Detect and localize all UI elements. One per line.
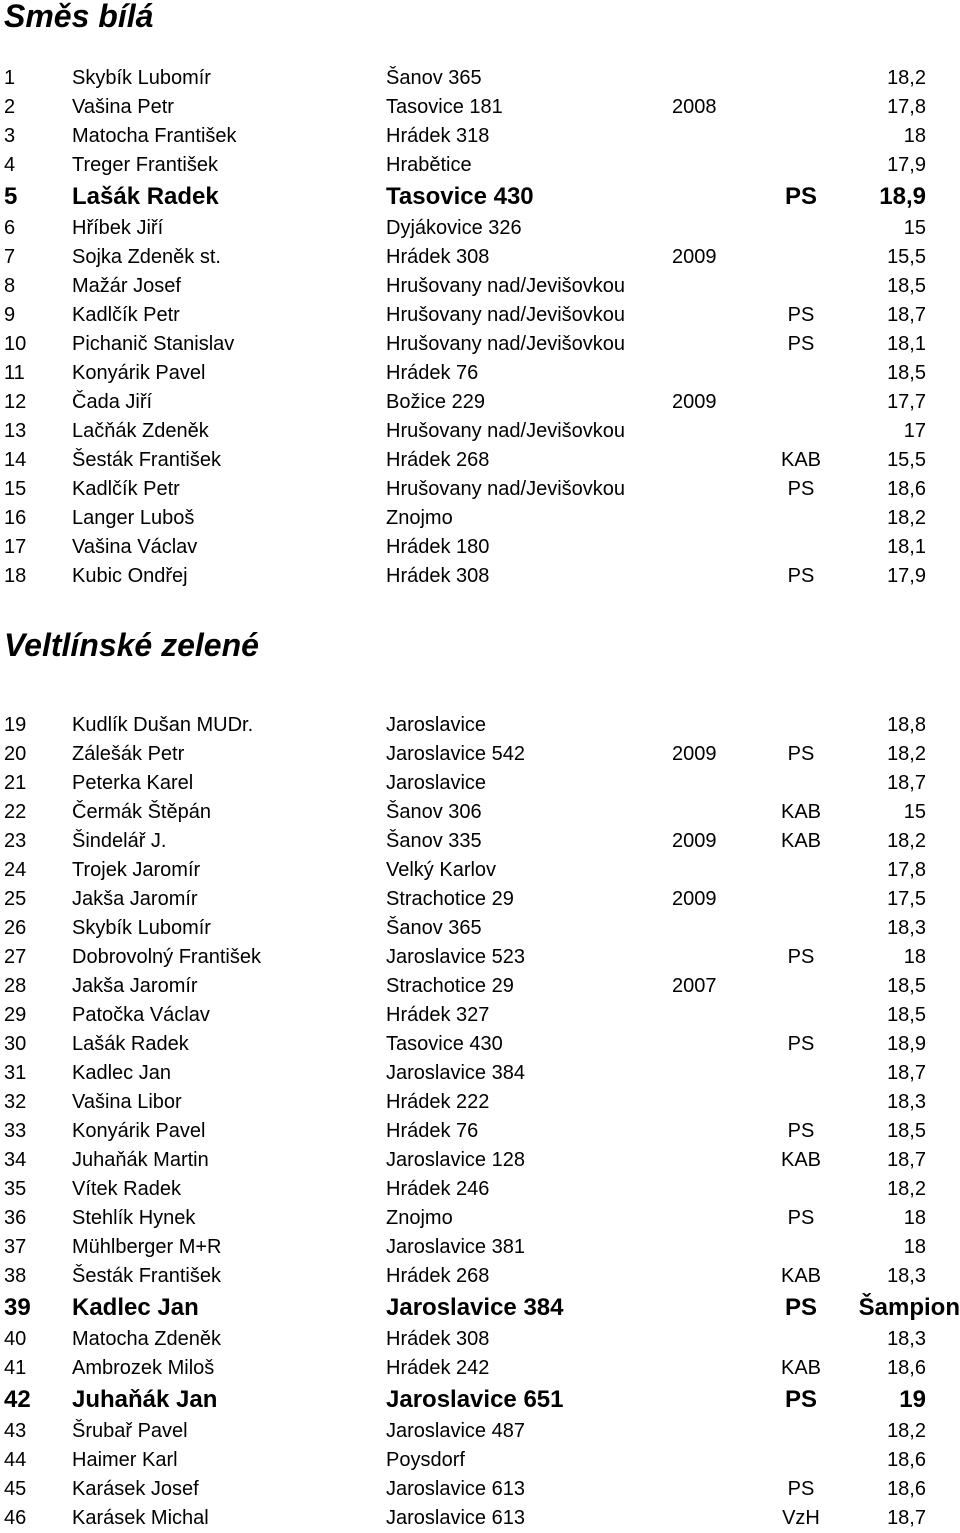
- table-row: [0, 943, 960, 972]
- entry-place: Hrádek 308: [386, 565, 490, 587]
- entry-place: Strachotice 29: [386, 888, 514, 910]
- entry-name: Matocha František: [72, 125, 237, 147]
- entry-number: 22: [4, 801, 27, 823]
- entry-score: 15: [903, 217, 926, 239]
- entry-number: 5: [4, 183, 18, 210]
- section-title-smes-bila: Směs bílá: [4, 0, 154, 34]
- entry-number: 9: [4, 304, 16, 326]
- table-row: [0, 301, 960, 330]
- entry-note: KAB: [780, 1149, 822, 1171]
- entry-number: 10: [4, 333, 27, 355]
- entry-year: 2008: [672, 96, 717, 118]
- entry-place: Hrádek 76: [386, 1120, 479, 1142]
- entry-note: PS: [787, 565, 815, 587]
- entry-note: KAB: [780, 449, 822, 471]
- entry-score: 18,2: [887, 1178, 926, 1200]
- table-row: [0, 769, 960, 798]
- entry-name: Konyárik Pavel: [72, 362, 206, 384]
- entry-number: 19: [4, 714, 27, 736]
- entry-place: Tasovice 430: [386, 183, 534, 210]
- entry-number: 17: [4, 536, 27, 558]
- table-row: [0, 359, 960, 388]
- entry-score: 18,3: [887, 1265, 926, 1287]
- entry-score: 18,5: [887, 1004, 926, 1026]
- table-row: [0, 272, 960, 301]
- entry-note: PS: [787, 333, 815, 355]
- entry-score: 18,6: [887, 1478, 926, 1500]
- entry-score: 19: [899, 1386, 926, 1413]
- table-row: [0, 388, 960, 417]
- entry-score: 18: [903, 1236, 926, 1258]
- entry-score: 18,5: [887, 975, 926, 997]
- entry-number: 3: [4, 125, 16, 147]
- entry-name: Patočka Václav: [72, 1004, 210, 1026]
- entry-number: 35: [4, 1178, 27, 1200]
- entry-number: 1: [4, 67, 16, 89]
- table-row: [0, 1001, 960, 1030]
- table-row: [0, 914, 960, 943]
- table-row: [0, 122, 960, 151]
- entry-number: 21: [4, 772, 27, 794]
- entry-place: Božice 229: [386, 391, 485, 413]
- entry-score: 18: [903, 946, 926, 968]
- entry-score: 17,9: [887, 154, 926, 176]
- entry-name: Kudlík Dušan MUDr.: [72, 714, 254, 736]
- entry-number: 26: [4, 917, 27, 939]
- entry-note: KAB: [780, 830, 822, 852]
- section-title-veltlinske-zelene: Veltlínské zelené: [4, 627, 259, 663]
- entry-place: Hrádek 242: [386, 1357, 490, 1379]
- entry-name: Vašina Libor: [72, 1091, 182, 1113]
- entry-score: 18,2: [887, 507, 926, 529]
- entry-name: Kubic Ondřej: [72, 565, 188, 587]
- table-row: [0, 504, 960, 533]
- entry-score: 18,7: [887, 1062, 926, 1084]
- table-row: [0, 64, 960, 93]
- entry-place: Hrádek 180: [386, 536, 490, 558]
- entry-number: 23: [4, 830, 27, 852]
- entry-place: Hrádek 76: [386, 362, 479, 384]
- entry-note: PS: [787, 478, 815, 500]
- entry-number: 24: [4, 859, 27, 881]
- entry-place: Šanov 335: [386, 830, 482, 852]
- entry-place: Hrušovany nad/Jevišovkou: [386, 275, 626, 297]
- table-row: [0, 1117, 960, 1146]
- entry-score: 18,7: [887, 772, 926, 794]
- entry-name: Kadlčík Petr: [72, 478, 180, 500]
- table-row: [0, 475, 960, 504]
- entry-number: 46: [4, 1507, 27, 1529]
- table-row: [0, 1175, 960, 1204]
- entry-name: Lašák Radek: [72, 183, 219, 210]
- entry-place: Hrušovany nad/Jevišovkou: [386, 333, 626, 355]
- table-row: [0, 243, 960, 272]
- entry-number: 34: [4, 1149, 27, 1171]
- entry-name: Hříbek Jiří: [72, 217, 164, 239]
- entry-name: Kadlec Jan: [72, 1062, 171, 1084]
- entry-place: Jaroslavice: [386, 714, 487, 736]
- table-row: [0, 93, 960, 122]
- entry-year: 2009: [672, 743, 717, 765]
- table-row: [0, 1325, 960, 1354]
- entry-number: 31: [4, 1062, 27, 1084]
- entry-name: Vašina Petr: [72, 96, 174, 118]
- entry-name: Jakša Jaromír: [72, 888, 198, 910]
- entry-number: 18: [4, 565, 27, 587]
- entry-score: 15: [903, 801, 926, 823]
- entry-place: Hrádek 222: [386, 1091, 490, 1113]
- entry-note: PS: [784, 183, 817, 210]
- entry-name: Konyárik Pavel: [72, 1120, 206, 1142]
- entry-place: Jaroslavice 487: [386, 1420, 525, 1442]
- entry-score: 15,5: [887, 449, 926, 471]
- entry-name: Karásek Josef: [72, 1478, 199, 1500]
- entry-number: 20: [4, 743, 27, 765]
- table-row: [0, 711, 960, 740]
- entry-place: Jaroslavice 381: [386, 1236, 525, 1258]
- entry-score: 18,5: [887, 1120, 926, 1142]
- table-row: [0, 214, 960, 243]
- entry-year: 2009: [672, 888, 717, 910]
- entry-number: 41: [4, 1357, 27, 1379]
- entry-name: Skybík Lubomír: [72, 917, 211, 939]
- entry-score: 18,6: [887, 478, 926, 500]
- entry-place: Hrušovany nad/Jevišovkou: [386, 420, 626, 442]
- entry-score: 18,7: [887, 1149, 926, 1171]
- entry-score: 17,8: [887, 859, 926, 881]
- entry-year: 2007: [672, 975, 717, 997]
- entry-number: 45: [4, 1478, 27, 1500]
- entry-score: 18: [903, 125, 926, 147]
- entry-name: Šesták František: [72, 449, 221, 471]
- entry-note: PS: [787, 1120, 815, 1142]
- table-row: [0, 885, 960, 914]
- entry-name: Kadlec Jan: [72, 1294, 199, 1321]
- table-row: [0, 1088, 960, 1117]
- entry-place: Hrádek 268: [386, 449, 490, 471]
- entry-place: Hrabětice: [386, 154, 472, 176]
- entry-number: 29: [4, 1004, 27, 1026]
- entry-score: 18: [903, 1207, 926, 1229]
- entry-place: Poysdorf: [386, 1449, 465, 1471]
- entry-number: 38: [4, 1265, 27, 1287]
- table-row: [0, 151, 960, 180]
- entry-place: Hrušovany nad/Jevišovkou: [386, 304, 626, 326]
- entry-place: Šanov 306: [386, 801, 482, 823]
- entry-place: Hrádek 246: [386, 1178, 490, 1200]
- entry-place: Jaroslavice 613: [386, 1507, 525, 1529]
- entry-place: Hrádek 318: [386, 125, 490, 147]
- entry-number: 43: [4, 1420, 27, 1442]
- table-row: [0, 1233, 960, 1262]
- entry-score: 18,5: [887, 362, 926, 384]
- table-row: [0, 1354, 960, 1383]
- entry-place: Tasovice 181: [386, 96, 503, 118]
- entry-score: 18,7: [887, 304, 926, 326]
- entry-place: Strachotice 29: [386, 975, 514, 997]
- table-row: [0, 330, 960, 359]
- entry-score: 18,6: [887, 1357, 926, 1379]
- table-row: [0, 446, 960, 475]
- entry-number: 4: [4, 154, 16, 176]
- entry-place: Hrádek 268: [386, 1265, 490, 1287]
- table-row: [0, 972, 960, 1001]
- entry-place: Jaroslavice 523: [386, 946, 525, 968]
- entry-name: Skybík Lubomír: [72, 67, 211, 89]
- entry-number: 25: [4, 888, 27, 910]
- entry-score: 17,8: [887, 96, 926, 118]
- entry-place: Znojmo: [386, 507, 453, 529]
- entry-place: Znojmo: [386, 1207, 453, 1229]
- table-row: [0, 1417, 960, 1446]
- entry-note: PS: [784, 1294, 817, 1321]
- entry-place: Dyjákovice 326: [386, 217, 522, 239]
- entry-name: Pichanič Stanislav: [72, 333, 235, 355]
- entry-number: 12: [4, 391, 27, 413]
- entry-place: Hrádek 327: [386, 1004, 490, 1026]
- entry-name: Ambrozek Miloš: [72, 1357, 215, 1379]
- entry-place: Hrádek 308: [386, 1328, 490, 1350]
- entry-score: 18,7: [887, 1507, 926, 1529]
- entry-name: Lačňák Zdeněk: [72, 420, 209, 442]
- entry-number: 16: [4, 507, 27, 529]
- entry-number: 42: [4, 1386, 31, 1413]
- entry-score: 17,7: [887, 391, 926, 413]
- entry-score: 18,6: [887, 1449, 926, 1471]
- entry-score: 17,5: [887, 888, 926, 910]
- entry-number: 32: [4, 1091, 27, 1113]
- entry-number: 27: [4, 946, 27, 968]
- table-row: [0, 1383, 960, 1417]
- entry-note: PS: [787, 1033, 815, 1055]
- entry-place: Šanov 365: [386, 67, 482, 89]
- entry-place: Jaroslavice 128: [386, 1149, 525, 1171]
- entry-score: Šampion: [858, 1294, 960, 1321]
- entry-number: 2: [4, 96, 16, 118]
- entry-number: 7: [4, 246, 16, 268]
- entry-number: 11: [4, 362, 25, 384]
- entry-note: PS: [787, 304, 815, 326]
- entry-note: KAB: [780, 1265, 822, 1287]
- table-row: [0, 1475, 960, 1504]
- entry-name: Haimer Karl: [72, 1449, 178, 1471]
- entry-score: 18,2: [887, 830, 926, 852]
- entry-name: Stehlík Hynek: [72, 1207, 196, 1229]
- entry-score: 15,5: [887, 246, 926, 268]
- entry-note: VzH: [782, 1507, 820, 1529]
- entry-name: Matocha Zdeněk: [72, 1328, 221, 1350]
- entry-name: Vašina Václav: [72, 536, 198, 558]
- entry-name: Šesták František: [72, 1265, 221, 1287]
- table-row: [0, 1059, 960, 1088]
- entry-name: Juhaňák Martin: [72, 1149, 209, 1171]
- entry-name: Kadlčík Petr: [72, 304, 180, 326]
- entry-name: Mühlberger M+R: [72, 1236, 222, 1258]
- entry-name: Karásek Michal: [72, 1507, 209, 1529]
- table-row: [0, 180, 960, 214]
- table-row: [0, 798, 960, 827]
- entry-place: Jaroslavice 651: [386, 1386, 564, 1413]
- entry-number: 36: [4, 1207, 27, 1229]
- table-row: [0, 1291, 960, 1325]
- entry-name: Jakša Jaromír: [72, 975, 198, 997]
- entry-number: 13: [4, 420, 27, 442]
- entry-score: 18,2: [887, 743, 926, 765]
- entry-name: Juhaňák Jan: [72, 1386, 218, 1413]
- entry-place: Jaroslavice: [386, 772, 487, 794]
- table-row: [0, 533, 960, 562]
- entry-place: Tasovice 430: [386, 1033, 503, 1055]
- entry-score: 17: [903, 420, 926, 442]
- entry-name: Sojka Zdeněk st.: [72, 246, 221, 268]
- entry-score: 18,2: [887, 67, 926, 89]
- entry-year: 2009: [672, 830, 717, 852]
- entry-score: 18,3: [887, 917, 926, 939]
- table-row: [0, 417, 960, 446]
- entry-name: Lašák Radek: [72, 1033, 189, 1055]
- entry-name: Čada Jiří: [72, 391, 153, 413]
- entry-name: Vítek Radek: [72, 1178, 181, 1200]
- table-row: [0, 1146, 960, 1175]
- entry-place: Jaroslavice 542: [386, 743, 525, 765]
- entry-score: 18,5: [887, 275, 926, 297]
- entry-number: 40: [4, 1328, 27, 1350]
- entry-score: 18,3: [887, 1328, 926, 1350]
- entry-place: Jaroslavice 613: [386, 1478, 525, 1500]
- entry-note: PS: [787, 743, 815, 765]
- entry-score: 18,3: [887, 1091, 926, 1113]
- entry-number: 39: [4, 1294, 31, 1321]
- entry-note: KAB: [780, 801, 822, 823]
- entry-name: Dobrovolný František: [72, 946, 261, 968]
- entry-number: 33: [4, 1120, 27, 1142]
- entry-place: Šanov 365: [386, 917, 482, 939]
- entry-note: KAB: [780, 1357, 822, 1379]
- entry-number: 15: [4, 478, 27, 500]
- entry-name: Treger František: [72, 154, 218, 176]
- entry-year: 2009: [672, 391, 717, 413]
- entry-name: Zálešák Petr: [72, 743, 185, 765]
- entry-place: Hrádek 308: [386, 246, 490, 268]
- entry-score: 17,9: [887, 565, 926, 587]
- entry-place: Velký Karlov: [386, 859, 497, 881]
- entry-year: 2009: [672, 246, 717, 268]
- entry-name: Šrubař Pavel: [72, 1420, 188, 1442]
- entry-note: PS: [784, 1386, 817, 1413]
- entry-number: 8: [4, 275, 16, 297]
- entry-number: 6: [4, 217, 16, 239]
- entry-number: 44: [4, 1449, 27, 1471]
- entry-number: 14: [4, 449, 27, 471]
- entry-score: 18,9: [879, 183, 926, 210]
- entry-name: Čermák Štěpán: [72, 801, 211, 823]
- entry-name: Langer Luboš: [72, 507, 195, 529]
- entry-score: 18,1: [887, 536, 926, 558]
- table-row: [0, 1030, 960, 1059]
- entry-score: 18,8: [887, 714, 926, 736]
- entry-name: Peterka Karel: [72, 772, 194, 794]
- entry-score: 18,1: [887, 333, 926, 355]
- entry-number: 28: [4, 975, 27, 997]
- table-row: [0, 1446, 960, 1475]
- entry-score: 18,9: [887, 1033, 926, 1055]
- entry-name: Šindelář J.: [72, 830, 167, 852]
- entry-name: Mažár Josef: [72, 275, 181, 297]
- table-row: [0, 827, 960, 856]
- table-row: [0, 1204, 960, 1233]
- entry-name: Trojek Jaromír: [72, 859, 201, 881]
- entry-number: 37: [4, 1236, 27, 1258]
- entry-place: Jaroslavice 384: [386, 1294, 564, 1321]
- table-row: [0, 562, 960, 591]
- entry-place: Jaroslavice 384: [386, 1062, 525, 1084]
- entry-note: PS: [787, 1207, 815, 1229]
- entry-note: PS: [787, 946, 815, 968]
- entry-score: 18,2: [887, 1420, 926, 1442]
- entry-number: 30: [4, 1033, 27, 1055]
- entry-place: Hrušovany nad/Jevišovkou: [386, 478, 626, 500]
- table-row: [0, 740, 960, 769]
- entry-note: PS: [787, 1478, 815, 1500]
- table-row: [0, 1262, 960, 1291]
- table-row: [0, 856, 960, 885]
